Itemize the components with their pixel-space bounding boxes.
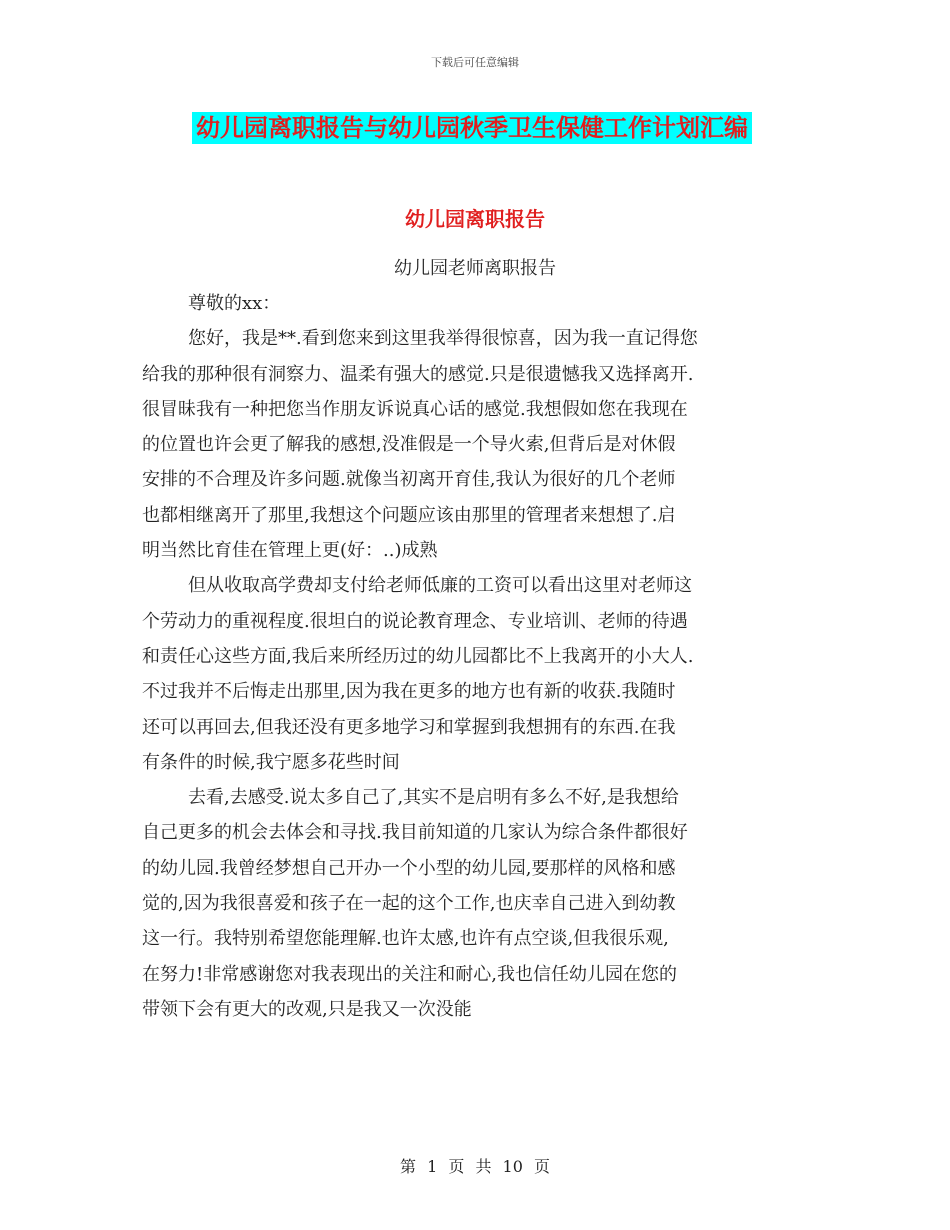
body-line: 和责任心这些方面,我后来所经历过的幼儿园都比不上我离开的小大人. <box>142 645 694 667</box>
body-line: 的幼儿园.我曾经梦想自己开办一个小型的幼儿园,要那样的风格和感 <box>142 857 676 879</box>
body-line: 明当然比育佳在管理上更(好：..)成熟 <box>142 540 438 562</box>
body-line: 但从收取高学费却支付给老师低廉的工资可以看出这里对老师这 <box>188 575 692 597</box>
body-line: 的位置也许会更了解我的感想,没准假是一个导火索,但背后是对休假 <box>142 434 676 456</box>
page-footer: 第 1 页 共 10 页 <box>400 1157 550 1176</box>
body-line: 去看,去感受.说太多自己了,其实不是启明有多么不好,是我想给 <box>188 787 679 809</box>
body-line: 觉的,因为我很喜爱和孩子在一起的这个工作,也庆幸自己进入到幼教 <box>142 893 676 915</box>
body-line: 有条件的时候,我宁愿多花些时间 <box>142 751 400 773</box>
main-title: 幼儿园离职报告与幼儿园秋季卫生保健工作计划汇编 <box>192 112 752 144</box>
body-line: 安排的不合理及许多问题.就像当初离开育佳,我认为很好的几个老师 <box>142 469 676 491</box>
body-line: 带领下会有更大的改观,只是我又一次没能 <box>142 998 472 1020</box>
body-line: 给我的那种很有洞察力、温柔有强大的感觉.只是很遗憾我又选择离开. <box>142 363 694 385</box>
body-text <box>142 286 812 1027</box>
body-line: 很冒昧我有一种把您当作朋友诉说真心话的感觉.我想假如您在我现在 <box>142 398 688 420</box>
body-line: 尊敬的xx： <box>188 293 281 314</box>
body-line: 个劳动力的重视程度.很坦白的说论教育理念、专业培训、老师的待遇 <box>142 610 688 632</box>
body-line: 这一行。我特别希望您能理解.也许太感,也许有点空谈,但我很乐观, <box>142 928 669 950</box>
body-line: 也都相继离开了那里,我想这个问题应该由那里的管理者来想想了.启 <box>142 504 676 526</box>
body-line: 自己更多的机会去体会和寻找.我目前知道的几家认为综合条件都很好 <box>142 822 688 844</box>
section-title: 幼儿园离职报告 <box>405 207 545 231</box>
body-line: 不过我并不后悔走出那里,因为我在更多的地方也有新的收获.我随时 <box>142 681 676 703</box>
body-line: 您好，我是**.看到您来到这里我举得很惊喜，因为我一直记得您 <box>188 328 698 350</box>
subtitle: 幼儿园老师离职报告 <box>394 258 556 279</box>
body-line: 还可以再回去,但我还没有更多地学习和掌握到我想拥有的东西.在我 <box>142 716 676 738</box>
header-note: 下载后可任意编辑 <box>431 56 519 69</box>
body-line: 在努力!非常感谢您对我表现出的关注和耐心,我也信任幼儿园在您的 <box>142 963 677 985</box>
